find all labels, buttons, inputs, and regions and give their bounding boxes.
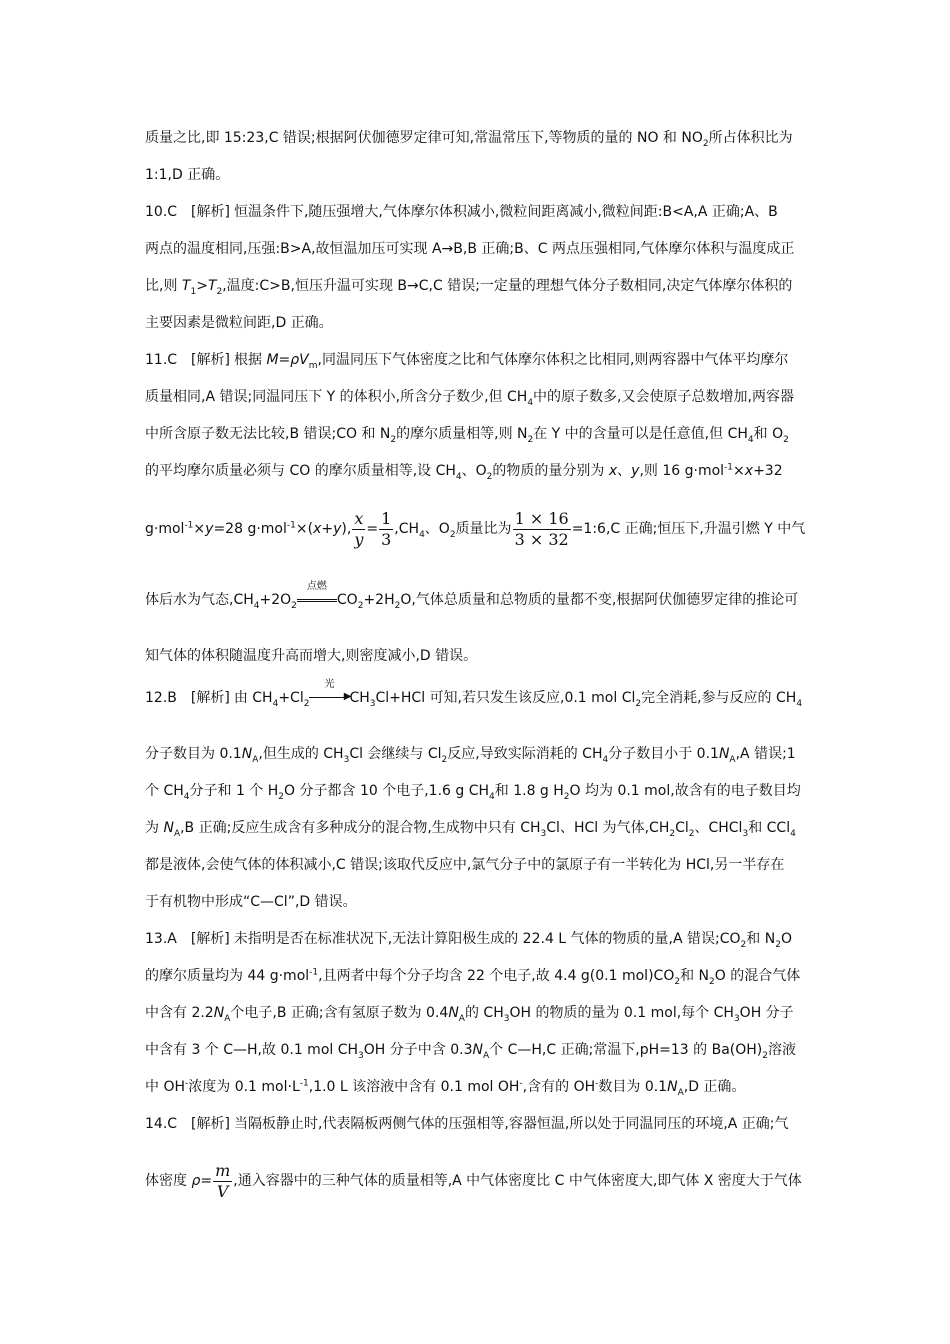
answer-10: 10.C [解析] 恒温条件下,随压强增大,气体摩尔体积减小,微粒间距离减小,微粒间距:B<A,A 正确;A、B bbox=[145, 204, 778, 220]
text-line: 两点的温度相同,压强:B>A,故恒温加压可实现 A→B,B 正确;B、C 两点压强相同,气体摩尔体积与温度成正 bbox=[145, 241, 795, 257]
text-line: 知气体的体积随温度升高而增大,则密度减小,D 错误。 bbox=[145, 648, 478, 664]
text-line: 个 $CH_4$分子和 1 个 $H_2O$ 分子都含 10 个电子,1.6 g $CH_4$和 1.8 g $H_2O$ 均为 0.1 mol,故含有的电子数目均 bbox=[145, 783, 801, 802]
reaction-equals-sign: 点燃 bbox=[297, 590, 337, 610]
text-line: 的摩尔质量均为 44 g·mol$^{-1}$,且两者中每个分子均含 22 个电子,故 4.4 g(0.1 $mol)CO_2$和 $N_2O$ 的混合气体 bbox=[145, 967, 801, 987]
text-line: 中所含原子数无法比较,B 错误;CO 和 $N_2$的摩尔质量相等,则 $N_2$在 Y 中的含量可以是任意值,但 $CH_4$和 $O_2$ bbox=[145, 426, 789, 445]
fraction-x-over-y: $\frac{x}{y}$ bbox=[354, 508, 364, 549]
text-line: 分子数目为 $0.1N_A$,但生成的 $CH_3Cl$ 会继续与 $Cl_2$反应,导致实际消耗的 $CH_4$分子数目小于 $0.1N_A,A$ 错误;1 bbox=[145, 746, 796, 765]
text-line: 都是液体,会使气体的体积减小,C 错误;该取代反应中,氯气分子中的氯原子有一半转化为 HCl,另一半存在 bbox=[145, 857, 785, 873]
text-line: 中含有 3 个 C—H,故 0.1 mol $CH_3OH$ 分子中含 $0.3N_A$个 C—H,C 正确;常温下,pH=13 的 $Ba(OH)_2$溶液 bbox=[145, 1042, 796, 1061]
text-line: 的平均摩尔质量必须与 CO 的摩尔质量相等,设 $CH_4$、$O_2$的物质的量分别为 x、y,则 16 g·mol$^{-1}$×x+32 bbox=[145, 462, 783, 482]
reaction-arrow: 光 ▶ bbox=[309, 688, 349, 708]
answer-12: 12.B [解析] 由 $CH_4+Cl_2$ 光 ▶ $CH_3Cl+HCl$ 可知,若只发生该反应,0.1 mol $Cl_2$完全消耗,参与反应的 $CH_4$ bbox=[145, 679, 803, 709]
fraction-mass-ratio: $\frac{1 \times 16}{3 \times 32}$ bbox=[514, 508, 569, 549]
text-line: 中 OH-浓度为 0.1 $mol\cdot L^{-1},1.0$ L 该溶液中含有 0.1 mol OH-,含有的 OH-数目为 $0.1N_A,D$ 正确。 bbox=[145, 1078, 746, 1098]
text-line: 中含有 $2.2N_A$个电子,B 正确;含有氢原子数为 $0.4N_A$的 $CH_3OH$ 的物质的量为 0.1 mol,每个 $CH_3OH$ 分子 bbox=[145, 1005, 794, 1024]
text-line: 质量相同,A 错误;同温同压下 Y 的体积小,所含分子数少,但 $CH_4$中的原子数多,又会使原子总数增加,两容器 bbox=[145, 389, 794, 408]
fraction-line: g·mol$^{-1}$×y=28 g·mol$^{-1}$×(x+y), $\frac{x}{y}$ = $\frac{1}{3}$ $,CH_4$、$O_2$质量比为 $\frac{1 \times 16}{3 \times 32}$ =1:6,C 正确;恒压下,升温引燃 Y 中气 bbox=[145, 508, 806, 549]
text-line: 质量之比,即 15:23,C 错误;根据阿伏伽德罗定律可知,常温常压下,等物质的量的 NO 和 $NO_2$所占体积比为 bbox=[145, 130, 793, 149]
answer-14: 14.C [解析] 当隔板静止时,代表隔板两侧气体的压强相等,容器恒温,所以处于同温同压的环境,A 正确;气 bbox=[145, 1116, 789, 1132]
answer-11: 11.C [解析] 根据 $M=\rho V_m$,同温同压下气体密度之比和气体摩尔体积之比相同,则两容器中气体平均摩尔 bbox=[145, 352, 789, 371]
fraction-one-third: $\frac{1}{3}$ bbox=[381, 508, 392, 549]
fraction-line: 体密度 ρ= $\frac{m}{V}$ ,通入容器中的三种气体的质量相等,A 中气体密度比 C 中气体密度大,即气体 X 密度大于气体 bbox=[145, 1160, 802, 1201]
text-line: 于有机物中形成“C—Cl”,D 错误。 bbox=[145, 894, 357, 910]
reaction-line: 体后水为气态$,CH_4+2O_2$ 点燃 $CO_2+2H_2O$,气体总质量和总物质的量都不变,根据阿伏伽德罗定律的推论可 bbox=[145, 581, 799, 611]
text-line: 为 $N_A,B$ 正确;反应生成含有多种成分的混合物,生成物中只有 $CH_3Cl$、HCl 为气体$,CH_2Cl_2$、CHCl$_3$和 CCl$_4$ bbox=[145, 820, 796, 839]
text-line: 主要因素是微粒间距,D 正确。 bbox=[145, 315, 333, 331]
fraction-m-over-v: $\frac{m}{V}$ bbox=[215, 1160, 231, 1201]
text-line: 比,则 $T_1>T_2$,温度:C>B,恒压升温可实现 B→C,C 错误;一定量的理想气体分子数相同,决定气体摩尔体积的 bbox=[145, 278, 793, 297]
text-line: 1:1,D 正确。 bbox=[145, 167, 230, 183]
answer-13: 13.A [解析] 未指明是否在标准状况下,无法计算阳极生成的 22.4 L 气体的物质的量,A 错误$;CO_2$和 $N_2O$ bbox=[145, 931, 792, 950]
